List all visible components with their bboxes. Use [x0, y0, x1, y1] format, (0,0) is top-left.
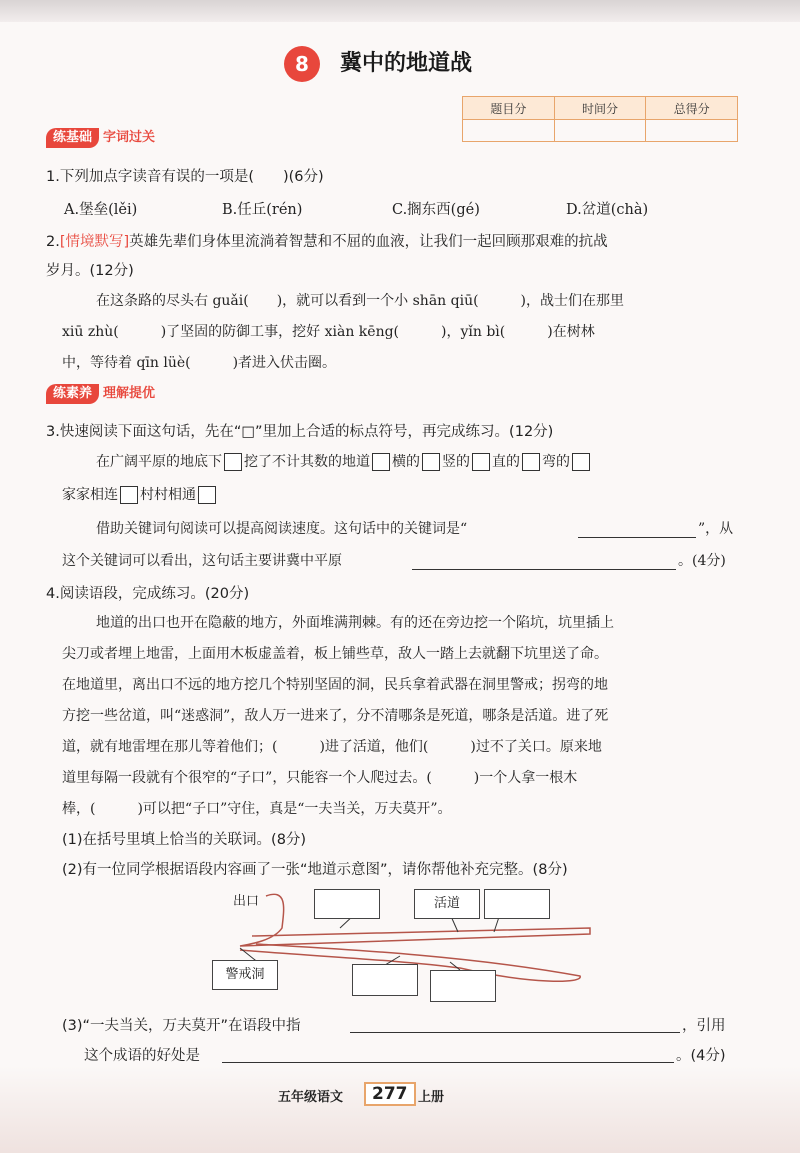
q2-stem-line1: [46, 230, 608, 251]
section-literacy-badge: 练素养: [46, 384, 99, 404]
top-edge: [0, 0, 800, 22]
section-basics-badge: 练基础: [46, 128, 99, 148]
q4-sub3-c: 这个成语的好处是: [84, 1048, 200, 1064]
q3-keyword-blank[interactable]: [578, 537, 696, 538]
q1-option-d[interactable]: D.岔道(chà): [566, 202, 649, 218]
q4-passage-line: 方挖一些岔道，叫“迷惑洞”，敌人万一进来了，分不清哪条是死道，哪条是活道。进了死: [62, 708, 609, 724]
q3-sentence-line2: [62, 484, 218, 504]
q1-option-a[interactable]: A.堡垒(lěi): [64, 202, 138, 218]
punctuation-box[interactable]: [224, 453, 242, 471]
q3-keyword-a: 借助关键词句阅读可以提高阅读速度。这句话中的关键词是“: [96, 521, 468, 537]
q2-stem-text: 英雄先辈们身体里流淌着智慧和不屈的血液，让我们一起回顾那艰难的抗战: [129, 234, 608, 250]
q4-sub3-d: 。(4分): [676, 1048, 726, 1064]
q2-prefix: 2.: [46, 234, 60, 250]
q4-sub1: (1)在括号里填上恰当的关联词。(8分): [62, 832, 307, 848]
q3-summary-a: 这个关键词可以看出，这句话主要讲冀中平原: [62, 553, 342, 569]
score-cell-question[interactable]: [463, 120, 555, 142]
footer-volume: 上册: [418, 1090, 445, 1105]
diagram-guard-box: 警戒洞: [212, 960, 278, 990]
diagram-blank-box[interactable]: [430, 970, 496, 1002]
pointer-line: [450, 962, 460, 970]
punctuation-box[interactable]: [422, 453, 440, 471]
diagram-exit-label: 出口: [233, 894, 260, 909]
q2-line-3: 中，等待着 qīn lüè( )者进入伏击圈。: [62, 355, 337, 371]
q3-part: 在广阔平原的地底下: [96, 454, 222, 470]
score-header-time: 时间分: [554, 97, 646, 120]
q2-stem-line2: 岁月。(12分): [46, 263, 134, 279]
q2-line-2: xiū zhù( )了坚固的防御工事，挖好 xiàn kēng( )，yǐn bì( )在树林: [62, 324, 595, 340]
q4-passage-line: 尖刀或者埋上地雷，上面用木板虚盖着，板上铺些草，敌人一踏上去就翻下坑里送了命。: [62, 646, 608, 662]
punctuation-box[interactable]: [198, 486, 216, 504]
q3-part: 直的: [492, 454, 520, 470]
punctuation-box[interactable]: [120, 486, 138, 504]
q1-stem: 1.下列加点字读音有误的一项是( )(6分): [46, 169, 324, 185]
score-cell-time[interactable]: [554, 120, 646, 142]
lesson-number-badge: 8: [284, 46, 320, 82]
q1-option-c[interactable]: C.搁东西(gé): [392, 202, 480, 218]
q3-part: 横的: [392, 454, 420, 470]
score-header-question: 题目分: [463, 97, 555, 120]
q4-sub3-b: ，引用: [682, 1018, 726, 1034]
score-header-total: 总得分: [646, 97, 738, 120]
q4-sub3-blank-2[interactable]: [222, 1062, 674, 1063]
diagram-blank-box[interactable]: [352, 964, 418, 996]
footer-grade-subject: 五年级语文: [278, 1090, 344, 1105]
punctuation-box[interactable]: [572, 453, 590, 471]
q3-stem: 3.快速阅读下面这句话，先在“□”里加上合适的标点符号，再完成练习。(12分): [46, 424, 554, 440]
q3-summary-b: 。(4分): [678, 553, 726, 569]
punctuation-box[interactable]: [472, 453, 490, 471]
q3-part: 村村相通: [140, 487, 196, 503]
score-cell-total[interactable]: [646, 120, 738, 142]
score-table: [462, 96, 738, 142]
q4-stem: 4.阅读语段，完成练习。(20分): [46, 586, 250, 602]
q1-option-b[interactable]: B.任丘(rén): [222, 202, 303, 218]
punctuation-box[interactable]: [372, 453, 390, 471]
q3-part: 家家相连: [62, 487, 118, 503]
q3-part: 弯的: [542, 454, 570, 470]
diagram-live-box: 活道: [414, 889, 480, 919]
q4-passage-line: 棒，( )可以把“子口”守住，真是“一夫当关，万夫莫开”。: [62, 801, 452, 817]
punctuation-box[interactable]: [522, 453, 540, 471]
q4-passage-line: 地道的出口也开在隐蔽的地方，外面堆满荆棘。有的还在旁边挖一个陷坑，坑里插上: [96, 615, 614, 631]
q4-sub3-a: (3)“一夫当关，万夫莫开”在语段中指: [62, 1018, 301, 1034]
diagram-blank-box[interactable]: [484, 889, 550, 919]
section-basics-label: 字词过关: [103, 130, 156, 145]
q4-sub3-blank-1[interactable]: [350, 1032, 680, 1033]
section-literacy-label: 理解提优: [103, 386, 156, 401]
q3-part: 竖的: [442, 454, 470, 470]
page-footer: [0, 1066, 800, 1153]
q3-keyword-b: ”，从: [698, 521, 734, 537]
lesson-title: 冀中的地道战: [340, 51, 473, 76]
q2-line-1: 在这条路的尽头右 guǎi( )，就可以看到一个小 shān qiū( )，战士们在那里: [96, 293, 625, 309]
footer-page-number: [364, 1082, 416, 1106]
q3-part: 挖了不计其数的地道: [244, 454, 370, 470]
q3-sentence-line1: [96, 451, 592, 471]
q2-context-tag: [情境默写]: [59, 234, 130, 250]
section-literacy-tag: [46, 384, 155, 404]
q3-summary-blank[interactable]: [412, 569, 676, 570]
q4-passage-line: 在地道里，离出口不远的地方挖几个特别坚固的洞，民兵拿着武器在洞里警戒；拐弯的地: [62, 677, 608, 693]
page-number: 277: [364, 1082, 416, 1106]
q4-passage-line: 道里每隔一段就有个很窄的“子口”，只能容一个人爬过去。( )一个人拿一根木: [62, 770, 578, 786]
diagram-blank-box[interactable]: [314, 889, 380, 919]
q4-passage-line: 道，就有地雷埋在那儿等着他们；( )进了活道，他们( )过不了关口。原来地: [62, 739, 602, 755]
section-basics-tag: [46, 128, 155, 148]
q4-sub2: (2)有一位同学根据语段内容画了一张“地道示意图”，请你帮他补充完整。(8分): [62, 862, 568, 878]
